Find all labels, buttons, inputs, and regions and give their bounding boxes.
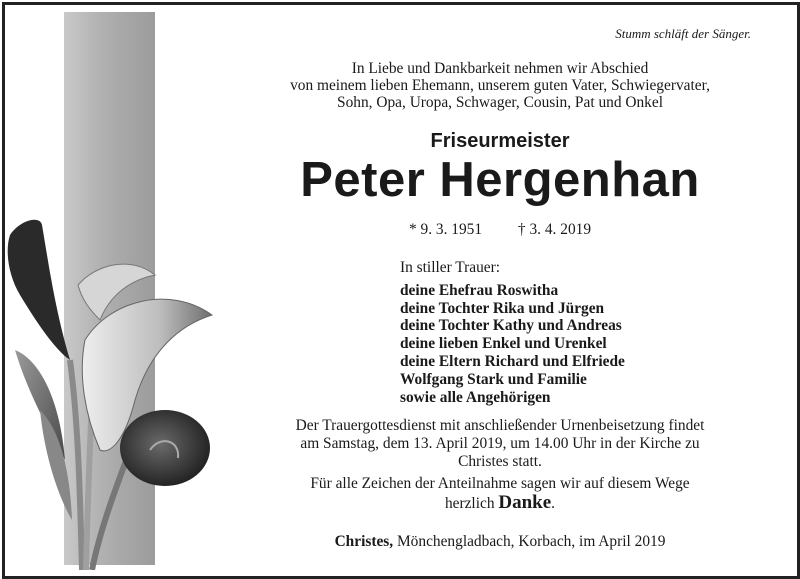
mourner: deine Ehefrau Roswitha (400, 281, 559, 299)
mourner: deine Tochter Rika und Jürgen (400, 299, 605, 317)
place-rest: Mönchengladbach, Korbach, im April 2019 (397, 533, 666, 550)
intro-text (245, 60, 755, 111)
place-main: Christes, (334, 533, 394, 550)
mourner: Wolfgang Stark und Familie (400, 370, 587, 388)
intro-line: von meinem lieben Ehemann, unserem guten Vater, Schwiegervater, (290, 77, 710, 94)
mourners-label: In stiller Trauer: (400, 259, 501, 276)
mourners-block (400, 259, 625, 406)
death-date: † 3. 4. 2019 (517, 221, 592, 238)
deceased-name: Peter Hergenhan (300, 153, 700, 207)
mourner: deine Eltern Richard und Elfriede (400, 352, 625, 370)
service-line: am Samstag, dem 13. April 2019, um 14.00 Uhr in der Kirche zu (300, 434, 700, 452)
service-line: Der Trauergottesdienst mit anschließender Urnenbeisetzung findet (295, 417, 705, 434)
intro-line: In Liebe und Dankbarkeit nehmen wir Abschied (351, 60, 649, 77)
motto: Stumm schläft der Sänger. (615, 26, 751, 41)
mourner: deine lieben Enkel und Urenkel (400, 335, 607, 353)
thanks-line: Für alle Zeichen der Anteilnahme sagen wir auf diesem Wege (310, 475, 690, 492)
mourner: deine Tochter Kathy und Andreas (400, 317, 622, 335)
thanks-line-2 (245, 491, 755, 514)
birth-date: * 9. 3. 1951 (408, 221, 483, 238)
life-dates (245, 221, 755, 239)
calla-lily-illustration (0, 200, 230, 570)
thanks-word: Danke (498, 491, 552, 513)
service-line: Christes statt. (458, 452, 542, 470)
thanks-pre: herzlich (444, 494, 495, 512)
service-info (245, 417, 755, 470)
thanks-block (245, 475, 755, 513)
thanks-post: . (551, 494, 556, 512)
place-date-line (245, 533, 755, 551)
profession: Friseurmeister (430, 130, 570, 152)
mourner: sowie alle Angehörigen (400, 388, 551, 406)
intro-line: Sohn, Opa, Uropa, Schwager, Cousin, Pat und Onkel (337, 94, 663, 111)
